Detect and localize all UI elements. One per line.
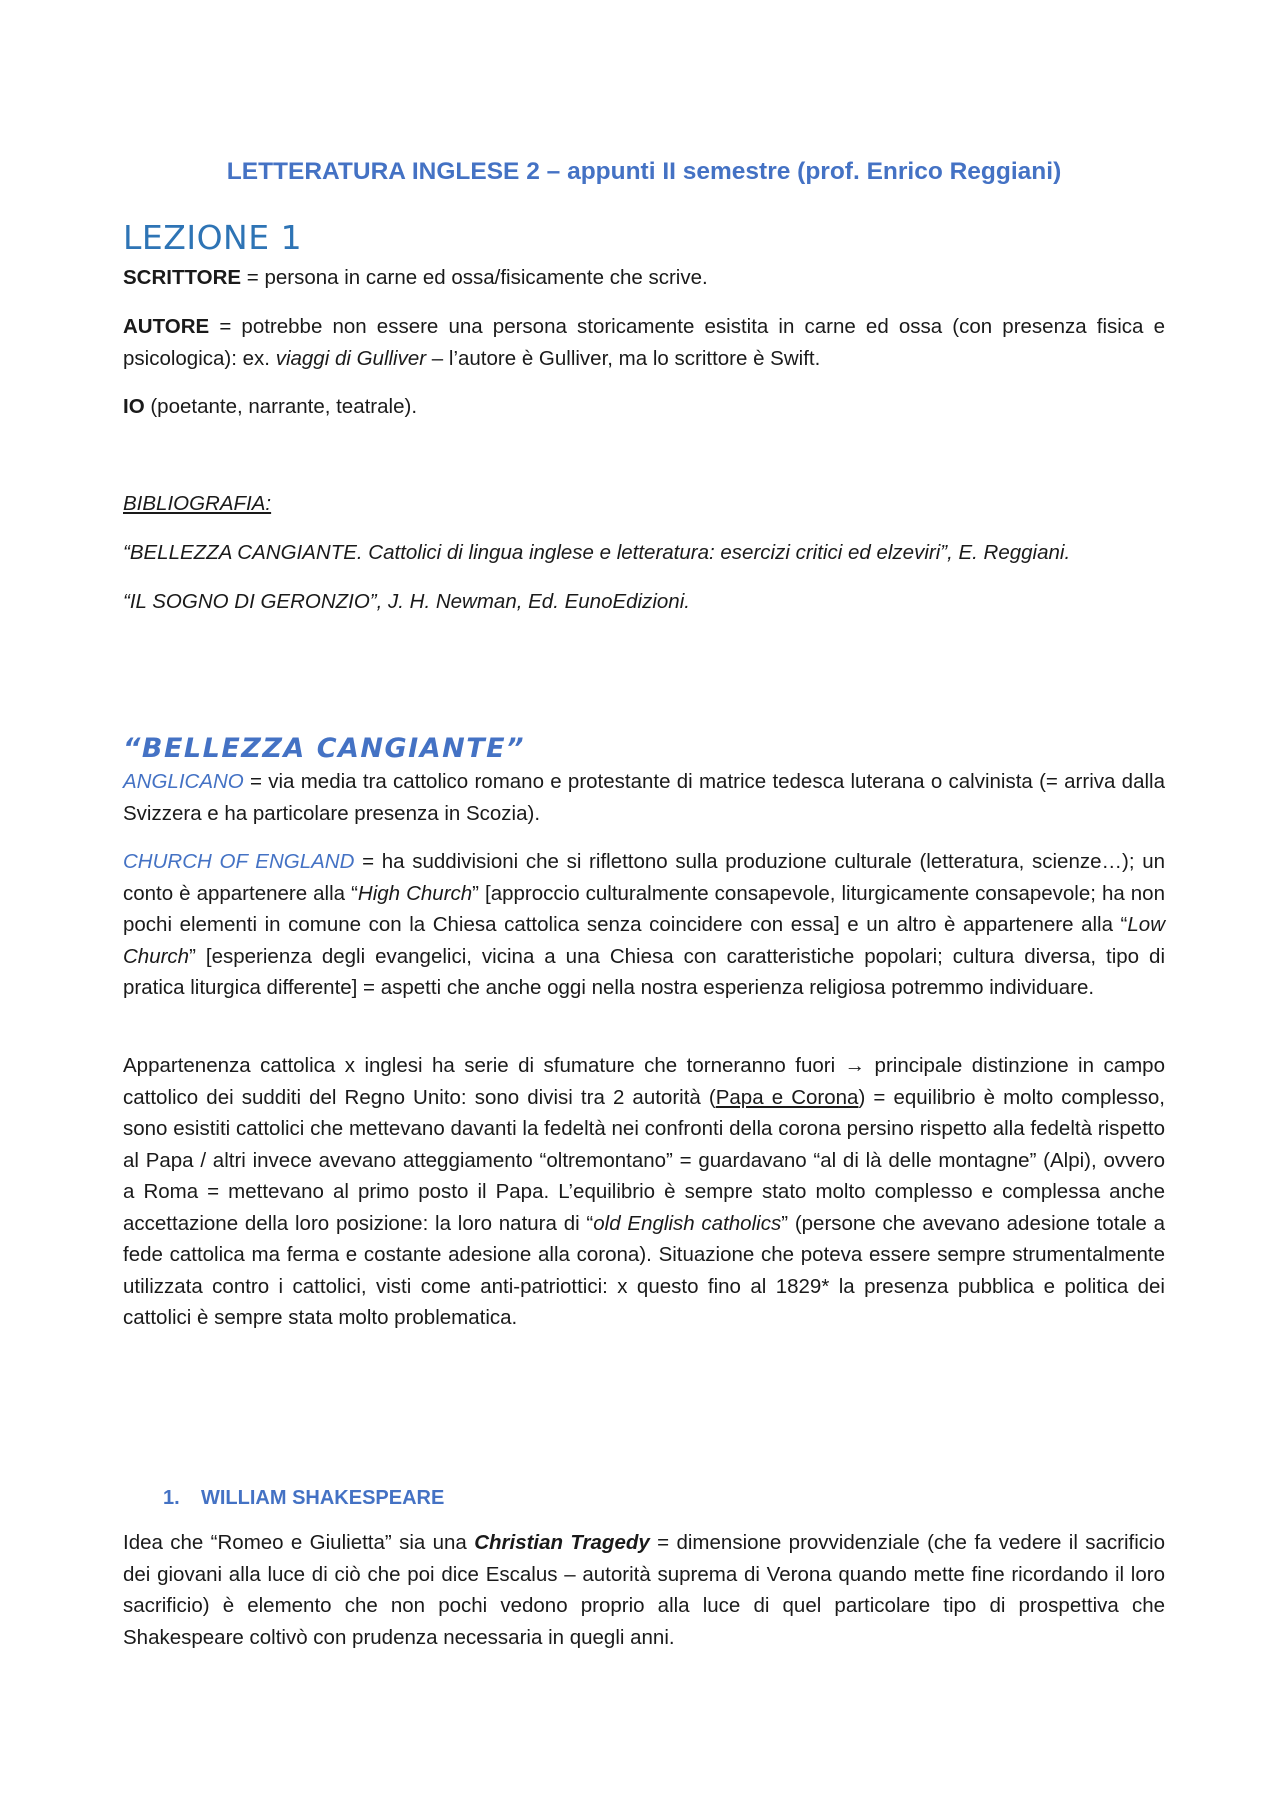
paragraph-text: ” (persone che avevano adesione totale a fede cattolica ma ferma e costante adesione alla corona). Situazione che poteva essere sempre strumentalmente utilizzata contro i cattolici, visti come anti-patriottici: x questo fino al 1829* la presenza pubblica e politica dei cattolici è sempre stata molto problematica. [123, 1211, 1165, 1329]
bibliography-heading-text: BIBLIOGRAFIA: [123, 492, 272, 515]
section-heading-shakespeare [163, 1487, 444, 1510]
paragraph-text: ” [approccio culturalmente consapevole, liturgicamente consapevole; ha non pochi elementi in comune con la Chiesa cattolica senza coincidere con essa] e un altro è appartenere alla “ [123, 881, 1165, 936]
definition-text: (poetante, narrante, teatrale). [144, 395, 418, 418]
paragraph-text: principale distinzione in campo cattolico dei sudditi del Regno Unito: sono divisi tra 2 autorità ( [123, 1054, 1165, 1109]
term-scrittore: SCRITTORE [123, 266, 242, 289]
bellezza-heading: “BELLEZZA CANGIANTE” [123, 733, 525, 764]
old-english-catholics: old English catholics [593, 1211, 782, 1235]
paragraph-text: = ha suddivisioni che si riflettono sulla produzione culturale (letteratura, scienze…); un conto è appartenere alla “ [123, 850, 1165, 905]
term-autore: AUTORE [123, 315, 210, 338]
document-title: LETTERATURA INGLESE 2 – appunti II semestre (prof. Enrico Reggiani) [226, 158, 1062, 185]
definition-scrittore [123, 262, 1165, 294]
appartenenza-paragraph [123, 1050, 1165, 1334]
italic-title: viaggi di Gulliver [275, 346, 427, 370]
bibliography-entry [123, 586, 1165, 618]
low-church: Low Church [123, 913, 1165, 968]
high-church: High Church [357, 881, 473, 905]
papa-e-corona: Papa e Corona [715, 1085, 859, 1109]
section-number: 1. [163, 1487, 180, 1509]
bibliography-entry-text: “IL SOGNO DI GERONZIO”, J. H. Newman, Ed. EunoEdizioni. [123, 590, 690, 613]
definition-io [123, 391, 1165, 423]
paragraph-text: ) = equilibrio è molto complesso, sono esistiti cattolici che mettevano davanti la fedeltà nei confronti della corona persino rispetto alla fedeltà rispetto al Papa / altri invece avevano atteggiamento “oltremontano” = guardavano “al di là delle montagne” (Alpi), ovvero a Roma = mettevano al primo posto il Papa. L’equilibrio è sempre stato molto complesso e complessa anche accettazione della loro posizione: la loro natura di “ [123, 1085, 1165, 1235]
term-church-of-england: CHURCH OF ENGLAND [123, 850, 355, 873]
church-paragraph [123, 846, 1165, 1004]
paragraph-text: Appartenenza cattolica x inglesi ha serie di sfumature che torneranno fuori [123, 1054, 845, 1077]
shakespeare-paragraph [123, 1527, 1165, 1653]
section-title: WILLIAM SHAKESPEARE [201, 1487, 445, 1509]
christian-tragedy: Christian Tragedy [474, 1531, 650, 1554]
definition-text: = persona in carne ed ossa/fisicamente che scrive. [241, 266, 708, 289]
lezione-heading: LEZIONE 1 [123, 218, 303, 257]
term-anglicano: ANGLICANO [123, 770, 244, 793]
bibliography-entry [123, 537, 1165, 569]
term-io: IO [123, 395, 145, 418]
arrow-right-icon: → [844, 1054, 866, 1077]
paragraph-text: Idea che “Romeo e Giulietta” sia una [123, 1531, 475, 1554]
definition-text: = potrebbe non essere una persona storicamente esistita in carne ed ossa (con presenza fisica e psicologica): ex. [123, 315, 1165, 370]
paragraph-text: = via media tra cattolico romano e protestante di matrice tedesca luterana o calvinista (= arriva dalla Svizzera e ha particolare presenza in Scozia). [123, 770, 1165, 825]
definition-autore [123, 311, 1165, 374]
definition-text: – l’autore è Gulliver, ma lo scrittore è Swift. [426, 346, 821, 370]
anglicano-paragraph [123, 766, 1165, 829]
paragraph-text: = dimensione provvidenziale (che fa vedere il sacrificio dei giovani alla luce di ciò che poi dice Escalus – autorità suprema di Verona quando mette fine ricordando il loro sacrificio) è elemento che non pochi vedono proprio alla luce di quel particolare tipo di prospettiva che Shakespeare coltivò con prudenza necessaria in quegli anni. [123, 1531, 1166, 1649]
paragraph-text: ” [esperienza degli evangelici, vicina a una Chiesa con caratteristiche popolari; cultura diversa, tipo di pratica liturgica differente] = aspetti che anche oggi nella nostra esperienza religiosa potremmo individuare. [123, 944, 1165, 999]
bibliography-entry-text: “BELLEZZA CANGIANTE. Cattolici di lingua inglese e letteratura: esercizi critici ed elzeviri”, E. Reggiani. [123, 541, 1071, 564]
bibliography-heading [123, 488, 1165, 520]
